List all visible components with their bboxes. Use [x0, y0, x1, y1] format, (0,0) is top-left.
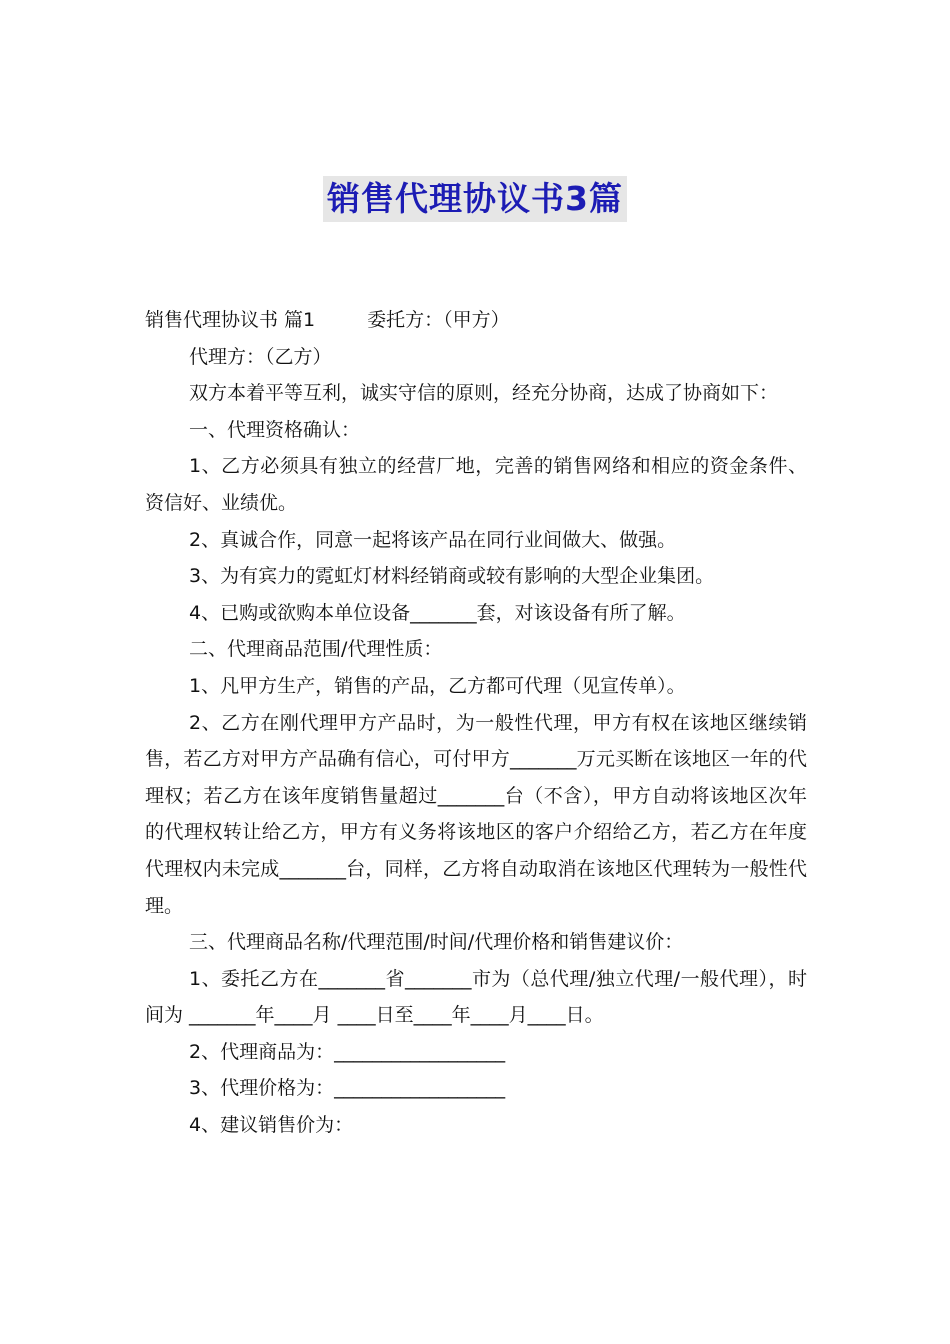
- principal-line: 委托方：（甲方）: [367, 309, 510, 331]
- document-title: 销售代理协议书3篇: [323, 176, 627, 222]
- paragraph: 三、代理商品名称/代理范围/时间/代理价格和销售建议价：: [189, 931, 684, 954]
- document-body: [145, 302, 807, 1144]
- paragraph: 双方本着平等互利，诚实守信的原则，经充分协商，达成了协商如下：: [189, 382, 779, 405]
- paragraph: 3、代理价格为：__________________: [189, 1077, 506, 1100]
- paragraph: 1、乙方必须具有独立的经营厂地，完善的销售网络和相应的资金条件、资信好、业绩优。: [145, 455, 807, 514]
- title-container: [0, 176, 950, 222]
- paragraph: 1、委托乙方在_______省_______市为（总代理/独立代理/一般代理），时间为 _______年____月 ____日至____年____月____日。: [145, 967, 807, 1027]
- paragraph: 二、代理商品范围/代理性质：: [189, 638, 443, 661]
- paragraph: 代理方：（乙方）: [189, 345, 332, 368]
- paragraph: 2、乙方在刚代理甲方产品时，为一般性代理，甲方有权在该地区继续销售，若乙方对甲方产品确有信心，可付甲方_______万元买断在该地区一年的代理权；若乙方在该年度销售量超过_______台（不含），甲方自动将该地区次年的代理权转让给乙方，甲方有义务将该地区的客户介绍给乙方，若乙方在年度代理权内未完成_______台，同样，乙方将自动取消在该地区代理转为一般性代理。: [145, 711, 807, 917]
- section-heading: 销售代理协议书 篇1: [145, 309, 316, 331]
- paragraph-header: [145, 302, 807, 339]
- paragraph: 一、代理资格确认：: [189, 418, 361, 441]
- paragraph: 2、真诚合作，同意一起将该产品在同行业间做大、做强。: [189, 528, 677, 551]
- paragraph: 2、代理商品为：__________________: [189, 1040, 506, 1063]
- paragraph: 4、建议销售价为：: [189, 1114, 354, 1137]
- paragraph: 4、已购或欲购本单位设备_______套，对该设备有所了解。: [189, 601, 686, 624]
- paragraph: 1、凡甲方生产，销售的产品，乙方都可代理（见宣传单）。: [189, 674, 686, 697]
- paragraph: 3、为有宾力的霓虹灯材料经销商或较有影响的大型企业集团。: [189, 565, 715, 588]
